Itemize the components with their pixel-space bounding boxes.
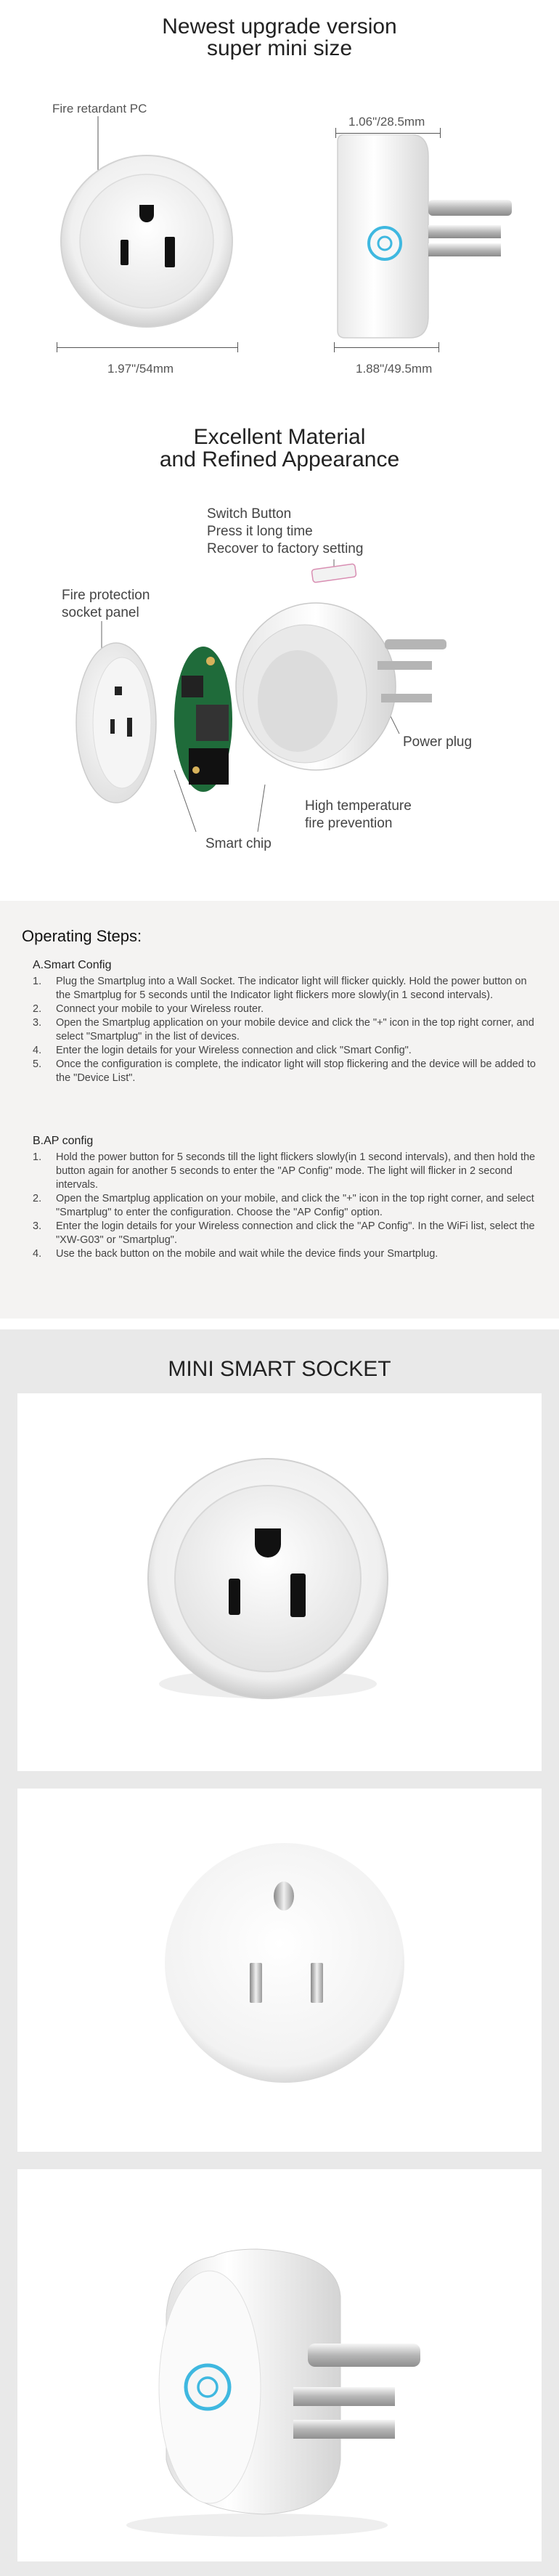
height-dimension-line	[334, 347, 439, 348]
power-plug-label: Power plug	[403, 734, 473, 750]
high-temp-label-2: fire prevention	[305, 816, 393, 831]
socket-side-image	[330, 134, 519, 345]
operating-steps-heading: Operating Steps:	[22, 927, 142, 945]
switch-press-label: Press it long time	[207, 524, 313, 539]
list-item: 1. Hold the power button for 5 seconds till the light flickers slowly(in 1 second intervals), and then hold the button again for another 5 seconds to enter the "AP Config" mode. The light will flicker in 2 second intervals.	[33, 1151, 536, 1191]
socket-front-photo	[17, 1393, 542, 1771]
list-item: 4. Enter the login details for your Wireless connection and click "Smart Config".	[33, 1045, 412, 1056]
smart-chip-label: Smart chip	[205, 836, 272, 851]
exploded-view-image	[73, 552, 479, 857]
ap-config-steps	[33, 1151, 541, 1261]
high-temp-label-1: High temperature	[305, 798, 412, 814]
list-item: 3. Open the Smartplug application on your mobile device and click the "+" icon in the top right corner, and select "Smartplug" in the list of devices.	[33, 1017, 534, 1042]
section1-title-line1: Newest upgrade version	[162, 15, 397, 39]
section1-title-line2: super mini size	[206, 36, 353, 60]
list-item: 3. Enter the login details for your Wireless connection and click the "AP Config". In the WiFi list, select the "XW-G03" or "Smartplug".	[33, 1220, 535, 1246]
socket-front-image	[44, 109, 261, 385]
depth-tick-right	[440, 128, 441, 138]
gallery-panel-back	[17, 1789, 542, 2152]
operating-steps-panel	[0, 901, 559, 1319]
section2-title-line1: Excellent Material	[193, 425, 366, 449]
gallery-panel-front	[17, 1393, 542, 1771]
ap-config-title: B.AP config	[33, 1135, 94, 1147]
width-label: 1.97"/54mm	[107, 362, 174, 376]
switch-factory-label: Recover to factory setting	[207, 541, 364, 556]
fire-retardant-label: Fire retardant PC	[52, 102, 147, 116]
width-tick-right	[237, 342, 238, 352]
section2-title-line2: and Refined Appearance	[159, 447, 400, 471]
gallery-panel-side	[17, 2169, 542, 2561]
list-item: 2. Open the Smartplug application on your mobile, and click the "+" icon in the top right corner, and select "Smartplug" to enter the configuration. Choose the "AP Config" option.	[33, 1193, 534, 1218]
list-item: 5. Once the configuration is complete, the indicator light will stop flickering and the device will be added to the "Device List".	[33, 1058, 536, 1084]
smart-config-title: A.Smart Config	[33, 959, 112, 971]
socket-side-photo	[17, 2169, 542, 2561]
depth-tick-left	[335, 128, 336, 138]
socket-back-photo	[17, 1789, 542, 2152]
width-dimension-line	[57, 347, 238, 348]
depth-dimension-line	[335, 133, 441, 134]
list-item: 1. Plug the Smartplug into a Wall Socket. The indicator light will flicker quickly. Hold the power button on the Smartplug for 5 seconds until the Indicator light flickers more slowly(in 1 second intervals).	[33, 976, 527, 1001]
list-item: 2. Connect your mobile to your Wireless router.	[33, 1003, 264, 1015]
mini-smart-socket-section	[0, 1329, 559, 2576]
switch-button-label: Switch Button	[207, 506, 292, 522]
smart-config-steps	[33, 975, 541, 1085]
height-tick-left	[334, 342, 335, 352]
height-label: 1.88"/49.5mm	[356, 362, 433, 376]
height-tick-right	[438, 342, 439, 352]
mini-smart-socket-heading: MINI SMART SOCKET	[168, 1357, 391, 1381]
depth-label: 1.06"/28.5mm	[348, 115, 425, 129]
list-item: 4. Use the back button on the mobile and wait while the device finds your Smartplug.	[33, 1248, 438, 1260]
fire-protection-label-2: socket panel	[62, 605, 139, 620]
fire-protection-label-1: Fire protection	[62, 588, 150, 603]
